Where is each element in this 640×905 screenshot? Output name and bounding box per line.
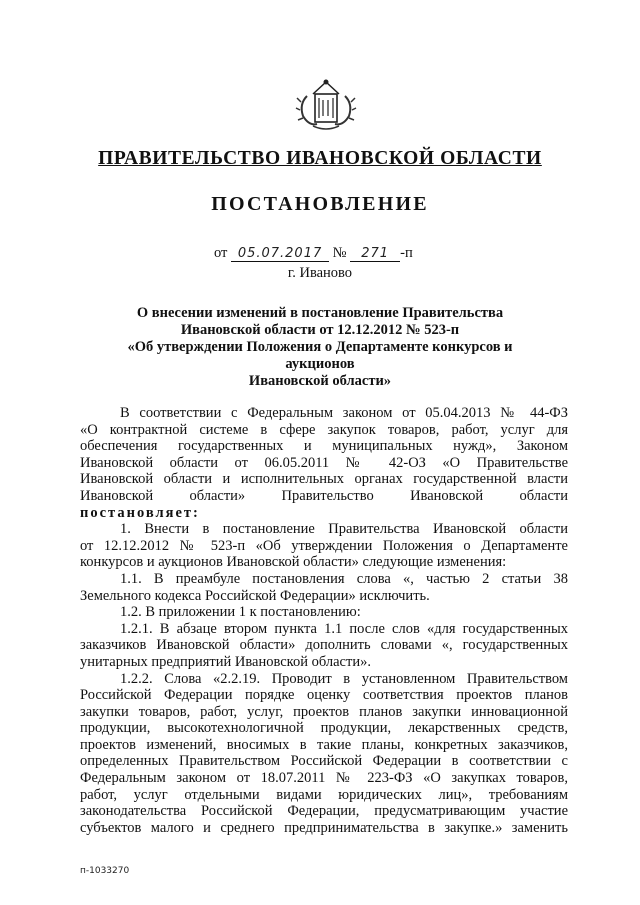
body-line: закупки товаров, работ, услуг, проектов планов закупки инновационной <box>80 703 568 720</box>
body-line: Ивановской области от 06.05.2011 № 42-ОЗ «О Правительстве <box>80 454 568 471</box>
title-line: Ивановской области от 12.12.2012 № 523-п <box>180 322 460 338</box>
body-line: 1.2. В приложении 1 к постановлению: <box>120 604 361 621</box>
document-title <box>110 305 530 390</box>
body-line: проектов изменений, вносимых в такие планы, конкретных заказчиков, <box>80 736 568 753</box>
body-line: Земельного кодекса Российской Федерации» исключить. <box>80 587 430 604</box>
body-line: 1. Внести в постановление Правительства Ивановской области <box>120 521 568 538</box>
body-line: Ивановской области и исполнительных органах государственной власти <box>80 471 568 488</box>
body-line: Ивановской области» Правительство Ивановской области <box>80 487 568 504</box>
document-body <box>80 405 568 836</box>
coat-of-arms-icon <box>295 74 357 134</box>
body-line: субъектов малого и среднего предпринимательства в закупке.» заменить <box>80 819 568 836</box>
body-line: определенных Правительством Российской Федерации в соответствии с <box>80 753 568 770</box>
body-line: от 12.12.2012 № 523-п «Об утверждении Положения о Департаменте <box>80 537 568 554</box>
title-line: «Об утверждении Положения о Департаменте конкурсов и аукционов <box>127 339 513 372</box>
body-line: законодательства Российской Федерации, предусматривающим участие <box>80 803 568 820</box>
body-line: 1.2.2. Слова «2.2.19. Проводит в установленном Правительством <box>120 670 568 687</box>
body-line: 1.2.1. В абзаце втором пункта 1.1 после слов «для государственных <box>120 620 568 637</box>
body-line: 1.1. В преамбуле постановления слова «, частью 2 статьи 38 <box>120 570 568 587</box>
body-line: продукции, высокотехнологичной продукции, лекарственных средств, <box>80 720 568 737</box>
document-code: п-1033270 <box>80 866 130 876</box>
date-value: 05.07.2017 <box>231 246 329 262</box>
number-sign: № <box>332 245 347 261</box>
date-number-line <box>214 245 413 262</box>
body-line: Российской Федерации порядке оценку соответствия проектов планов <box>80 687 568 704</box>
body-line: заказчиков Ивановской области» дополнить словами «, государственных <box>80 637 568 654</box>
title-line: Ивановской области» <box>248 373 392 389</box>
body-line: обеспечения государственных и муниципальных нужд», Законом <box>80 438 568 455</box>
body-line: конкурсов и аукционов Ивановской области» следующие изменения: <box>80 554 507 571</box>
body-line: Федеральным законом от 18.07.2011 № 223-ФЗ «О закупках товаров, <box>80 770 568 787</box>
city-label: г. Иваново <box>287 265 353 281</box>
body-line: работ, услуг отдельными видами юридических лиц», требованиям <box>80 786 568 803</box>
number-value: 271 <box>350 246 400 262</box>
document-type-heading: ПОСТАНОВЛЕНИЕ <box>211 193 429 215</box>
title-line: О внесении изменений в постановление Правительства <box>136 305 504 321</box>
number-suffix: -п <box>400 245 413 261</box>
body-line: «О контрактной системе в сфере закупок товаров, работ, услуг для <box>80 421 568 438</box>
body-line: В соответствии с Федеральным законом от 05.04.2013 № 44-ФЗ <box>120 405 568 421</box>
body-line: унитарных предприятий Ивановской области». <box>80 653 371 670</box>
decree-word: постановляет: <box>80 504 200 521</box>
date-prefix: от <box>214 245 228 261</box>
organization-heading: ПРАВИТЕЛЬСТВО ИВАНОВСКОЙ ОБЛАСТИ <box>98 148 542 169</box>
